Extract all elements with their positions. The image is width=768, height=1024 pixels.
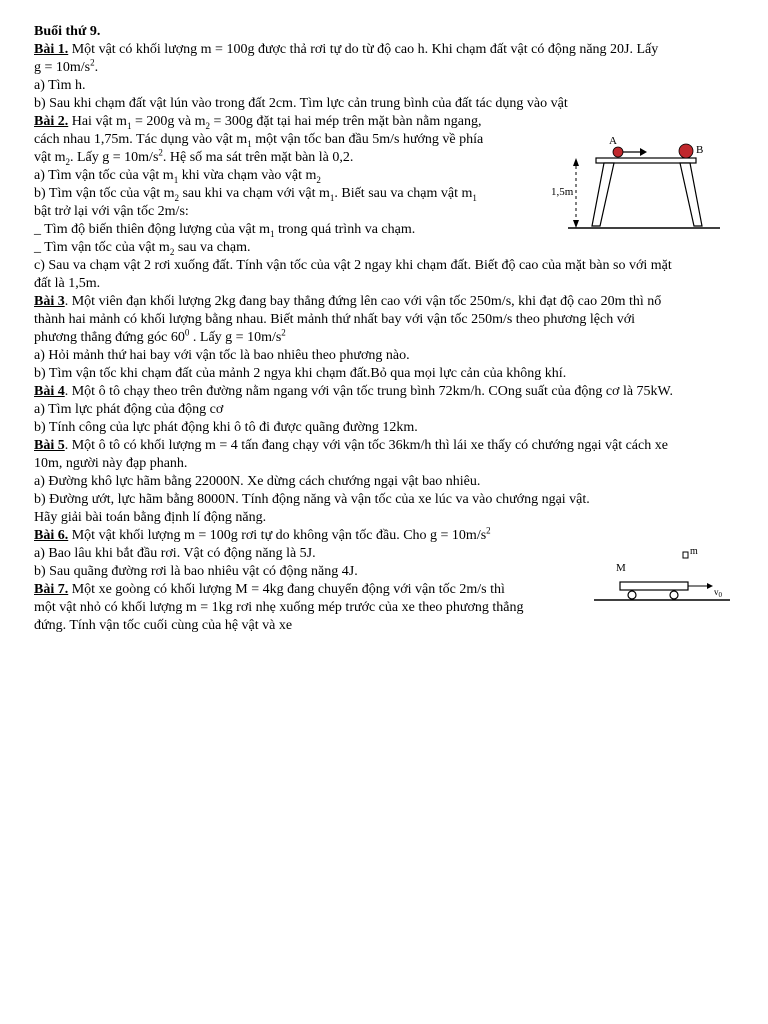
block-b	[679, 144, 693, 158]
bai1-label: Bài 1.	[34, 42, 69, 57]
label-M: M	[616, 562, 626, 574]
bai5-b: b) Đường ướt, lực hãm bằng 8000N. Tính động năng và vận tốc của xe lúc va vào chướng ngại vật.	[34, 492, 590, 507]
label-height: 1,5m	[551, 186, 574, 198]
bai7-label: Bài 7.	[34, 582, 69, 597]
bai2-c-line2: đất là 1,5m.	[34, 276, 101, 291]
bai4-a: a) Tìm lực phát động của động cơ	[34, 402, 224, 417]
bai2-b-dash1: _ Tìm độ biến thiên động lượng của vật $m_1$ trong quá trình va chạm.	[34, 222, 416, 239]
bai4-line1: Bài 4. Một ô tô chạy theo trên đường nằm ngang với vận tốc trung bình 72km/h. COng suất của động cơ là 75kW.	[34, 384, 673, 399]
cart-wheel-right	[670, 591, 678, 599]
bai6-b: b) Sau quãng đường rơi là bao nhiêu vật có động năng 4J.	[34, 564, 358, 579]
bai4-b: b) Tính công của lực phát động khi ô tô đi được quãng đường 12km.	[34, 420, 418, 435]
velocity-arrow-head-icon	[707, 583, 713, 589]
bai2-c: c) Sau va chạm vật 2 rơi xuống đất. Tính vận tốc của vật 2 ngay khi chạm đất. Biết độ cao của mặt bàn so với mặt	[34, 258, 672, 273]
table-right-leg	[680, 163, 702, 226]
bai1-a: a) Tìm h.	[34, 78, 86, 93]
bai6-label: Bài 6.	[34, 528, 69, 543]
bai1-line1: Bài 1. Một vật có khối lượng m = 100g được thả rơi tự do từ độ cao h. Khi chạm đất vật có động năng 20J. Lấy	[34, 42, 659, 57]
bai5-a: a) Đường khô lực hãm bằng 22000N. Xe dừng cách chướng ngại vật bao nhiêu.	[34, 474, 481, 489]
bai2-b-line2: bật trở lại với vận tốc 2m/s:	[34, 204, 189, 219]
session-title: Buổi thứ 9.	[34, 24, 101, 39]
bai6-line1: Bài 6. Một vật khối lượng m = 100g rơi tự do không vận tốc đầu. Cho $g = 10m/s^2$	[34, 525, 491, 543]
bai5-line1: Bài 5. Một ô tô có khối lượng m = 4 tấn đang chạy với vận tốc 36km/h thì lái xe thấy có chướng ngại vật cách xe	[34, 438, 668, 453]
cart-figure	[590, 540, 735, 605]
small-block-m	[683, 552, 688, 558]
bai6-a: a) Bao lâu khi bắt đầu rơi. Vật có động năng là 5J.	[34, 546, 316, 561]
bai2-a: a) Tìm vận tốc của vật $m_1$ khi vừa chạm vào vật $m_2$	[34, 168, 321, 185]
bai2-b-dash2: _ Tìm vận tốc của vật $m_2$ sau va chạm.	[34, 240, 251, 257]
height-arrow-top-icon	[573, 158, 579, 166]
bai2-label: Bài 2.	[34, 114, 69, 129]
table-figure	[548, 130, 728, 235]
cart-body	[620, 582, 688, 590]
bai3-label: Bài 3	[34, 294, 65, 309]
bai2-line1: Bài 2. Hai vật $m_1 = 200g$ và $m_2 = 300g$ đặt tại hai mép trên mặt bàn nằm ngang,	[34, 114, 482, 131]
bai2-line2: cách nhau 1,75m. Tác dụng vào vật $m_1$ một vận tốc ban đầu 5m/s hướng về phía	[34, 132, 484, 149]
bai7-line1: Bài 7. Một xe goòng có khối lượng M = 4kg đang chuyển động với vận tốc 2m/s thì	[34, 582, 505, 597]
bai2-b: b) Tìm vận tốc của vật $m_2$ sau khi va chạm với vật $m_1$. Biết sau va chạm vật $m_1$	[34, 186, 477, 203]
bai3-a: a) Hỏi mảnh thứ hai bay với vận tốc là bao nhiêu theo phương nào.	[34, 348, 410, 363]
label-a: A	[609, 135, 617, 147]
cart-wheel-left	[628, 591, 636, 599]
height-arrow-bottom-icon	[573, 220, 579, 228]
bai3-line3: phương thẳng đứng góc $60^0$ . Lấy $g = 10m/s^2$	[34, 327, 286, 345]
label-m: m	[690, 546, 698, 557]
bai5-label: Bài 5	[34, 438, 65, 453]
bai1-line2: $g = 10m/s^2$.	[34, 57, 99, 75]
bai5-c: Hãy giải bài toán bằng định lí động năng.	[34, 510, 267, 525]
bai5-line2: 10m, người này đạp phanh.	[34, 456, 188, 471]
table-left-leg	[592, 163, 614, 226]
bai3-b: b) Tìm vận tốc khi chạm đất của mảnh 2 ngya khi chạm đất.Bỏ qua mọi lực cản của không khí.	[34, 366, 567, 381]
bai7-line2: một vật nhỏ có khối lượng m = 1kg rơi nhẹ xuống mép trước của xe theo phương thẳng	[34, 600, 524, 615]
label-v0: $v_0$	[714, 587, 722, 599]
bai2-line3: vật $m_2$. Lấy $g = 10m/s^2$. Hệ số ma sát trên mặt bàn là 0,2.	[34, 147, 354, 167]
arrow-head-icon	[640, 148, 647, 156]
bai1-b: b) Sau khi chạm đất vật lún vào trong đất 2cm. Tìm lực cản trung bình của đất tác dụng vào vật	[34, 96, 568, 111]
table-top	[596, 158, 696, 163]
bai7-line3: đứng. Tính vận tốc cuối cùng của hệ vật và xe	[34, 618, 293, 633]
bai4-label: Bài 4	[34, 384, 65, 399]
bai3-line1: Bài 3. Một viên đạn khối lượng 2kg đang bay thẳng đứng lên cao với vận tốc 250m/s, khi đạt độ cao 20m thì nổ	[34, 294, 662, 309]
block-a	[613, 147, 623, 157]
label-b: B	[696, 144, 704, 156]
bai3-line2: thành hai mảnh có khối lượng bằng nhau. Biết mảnh thứ nhất bay với vận tốc 250m/s theo phương lệch với	[34, 312, 635, 327]
